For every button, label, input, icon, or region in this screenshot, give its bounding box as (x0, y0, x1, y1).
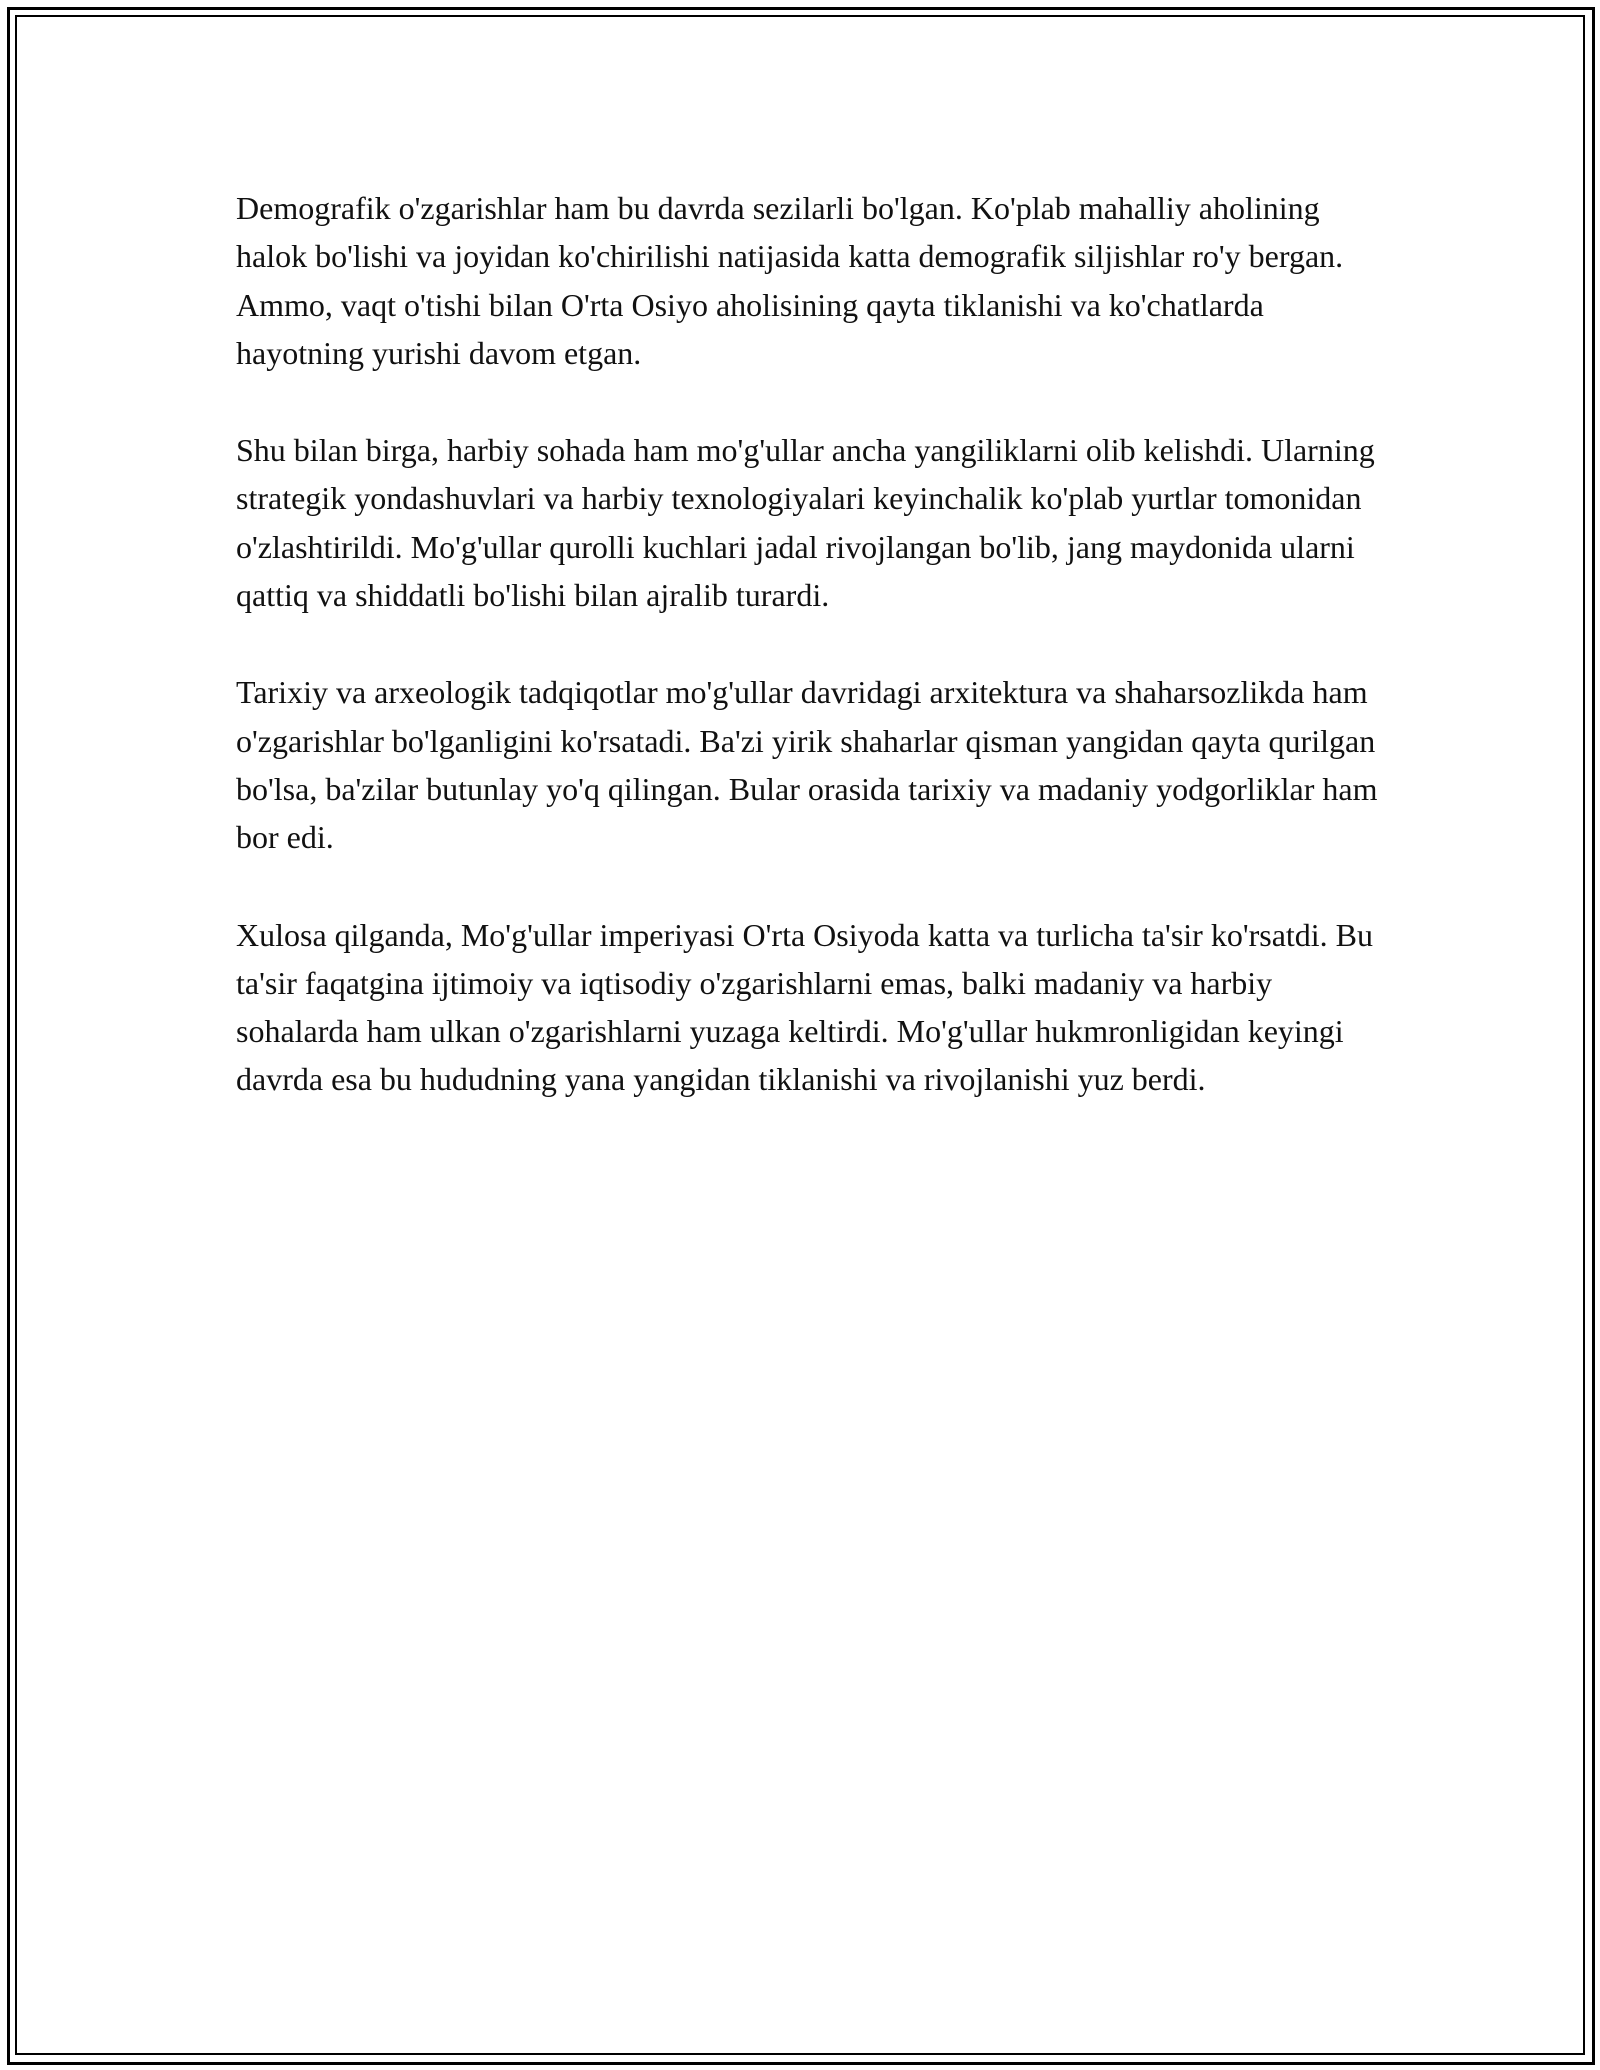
paragraph-architecture-changes: Tarixiy va arxeologik tadqiqotlar mo'g'ullar davridagi arxitektura va shaharsozlikda ham o'zgarishlar bo'lganligini ko'rsatadi. Ba'zi yirik shaharlar qisman yangidan qayta qurilgan bo'lsa, ba'zilar butunlay yo'q qilingan. Bular orasida tarixiy va madaniy yodgorliklar ham bor edi. (236, 674, 1378, 856)
paragraph-military-innovations: Shu bilan birga, harbiy sohada ham mo'g'ullar ancha yangiliklarni olib kelishdi. Ularning strategik yondashuvlari va harbiy texnologiyalari keyinchalik ko'plab yurtlar tomonidan o'zlashtirildi. Mo'g'ullar qurolli kuchlari jadal rivojlangan bo'lib, jang maydonida ularni qattiq va shiddatli bo'lishi bilan ajralib turardi. (236, 432, 1375, 614)
paragraph-conclusion: Xulosa qilganda, Mo'g'ullar imperiyasi O'rta Osiyoda katta va turlicha ta'sir ko'rsatdi. Bu ta'sir faqatgina ijtimoiy va iqtisodiy o'zgarishlarni emas, balki madaniy va harbiy sohalarda ham ulkan o'zgarishlarni yuzaga keltirdi. Mo'g'ullar hukmronligidan keyingi davrda esa bu hududning yana yangidan tiklanishi va rivojlanishi yuz berdi. (236, 916, 1374, 1098)
document-body (236, 184, 1386, 1153)
paragraph-demographic-changes: Demografik o'zgarishlar ham bu davrda sezilarli bo'lgan. Ko'plab mahalliy aholining halok bo'lishi va joyidan ko'chirilishi natijasida katta demografik siljishlar ro'y bergan. Ammo, vaqt o'tishi bilan O'rta Osiyo aholisining qayta tiklanishi va ko'chatlarda hayotning yurishi davom etgan. (236, 190, 1344, 371)
